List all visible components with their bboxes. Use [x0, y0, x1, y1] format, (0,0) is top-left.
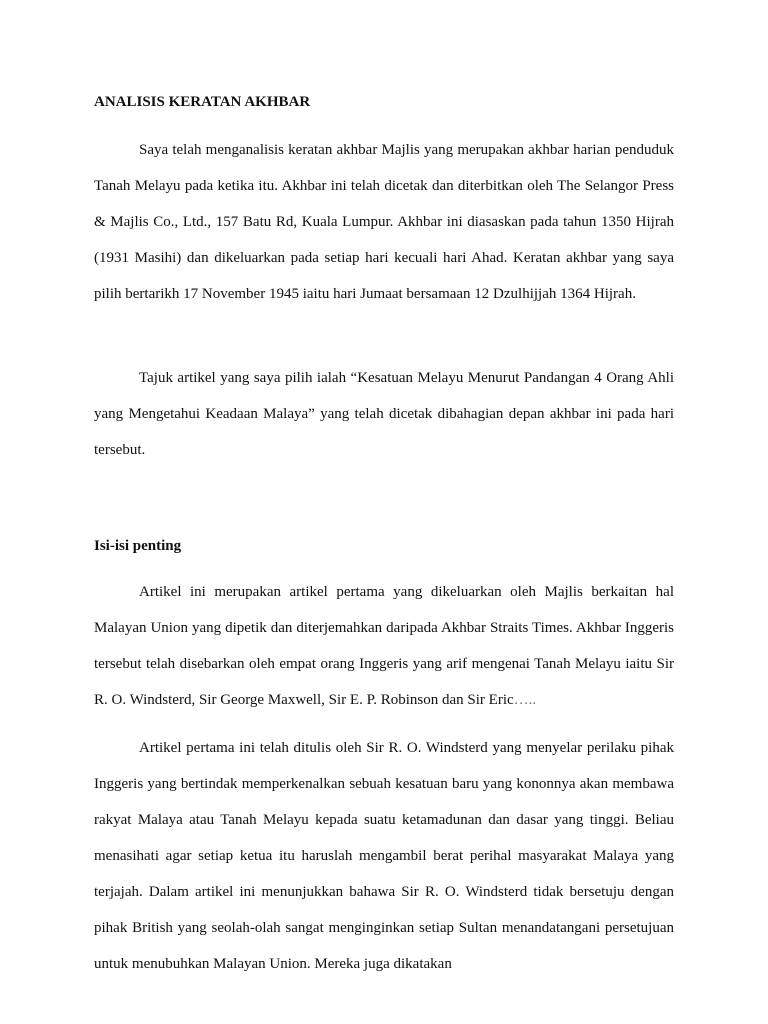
key-point-paragraph-2: Artikel pertama ini telah ditulis oleh Sir R. O. Windsterd yang menyelar perilaku pihak Inggeris yang bertindak memperkenalkan sebuah kesatuan baru yang kononnya akan membawa rakyat Malaya atau Tanah Melayu kepada suatu ketamadunan dan dasar yang tinggi. Beliau menasihati agar setiap ketua itu haruslah mengambil berat perihal masyarakat Malaya yang terjajah. Dalam artikel ini menunjukkan bahawa Sir R. O. Windsterd tidak bersetuju dengan pihak British yang seolah-olah sangat menginginkan setiap Sultan menandatangani persetujuan untuk menubuhkan Malayan Union. Mereka juga dikatakan	[94, 740, 674, 972]
key-point-paragraph-1	[94, 574, 674, 718]
intro-paragraph: Saya telah menganalisis keratan akhbar Majlis yang merupakan akhbar harian penduduk Tanah Melayu pada ketika itu. Akhbar ini telah dicetak dan diterbitkan oleh The Selangor Press & Majlis Co., Ltd., 157 Batu Rd, Kuala Lumpur. Akhbar ini diasaskan pada tahun 1350 Hijrah (1931 Masihi) dan dikeluarkan pada setiap hari kecuali hari Ahad. Keratan akhbar yang saya pilih bertarikh 17 November 1945 iaitu hari Jumaat bersamaan 12 Dzulhijjah 1364 Hijrah.	[94, 142, 674, 302]
article-title-paragraph: Tajuk artikel yang saya pilih ialah “Kesatuan Melayu Menurut Pandangan 4 Orang Ahli yang Mengetahui Keadaan Malaya” yang telah dicetak dibahagian depan akhbar ini pada hari tersebut.	[94, 370, 674, 458]
section-heading: Isi-isi penting	[94, 538, 182, 554]
key-point-paragraph-1-text: Artikel ini merupakan artikel pertama yang dikeluarkan oleh Majlis berkaitan hal Malayan Union yang dipetik dan diterjemahkan daripada Akhbar Straits Times. Akhbar Inggeris tersebut telah disebarkan oleh empat orang Inggeris yang arif mengenai Tanah Melayu iaitu Sir R. O. Windsterd, Sir George Maxwell, Sir E. P. Robinson dan Sir Eric	[94, 584, 674, 708]
ellipsis-mark: …..	[513, 692, 537, 708]
document-title: ANALISIS KERATAN AKHBAR	[94, 94, 311, 110]
